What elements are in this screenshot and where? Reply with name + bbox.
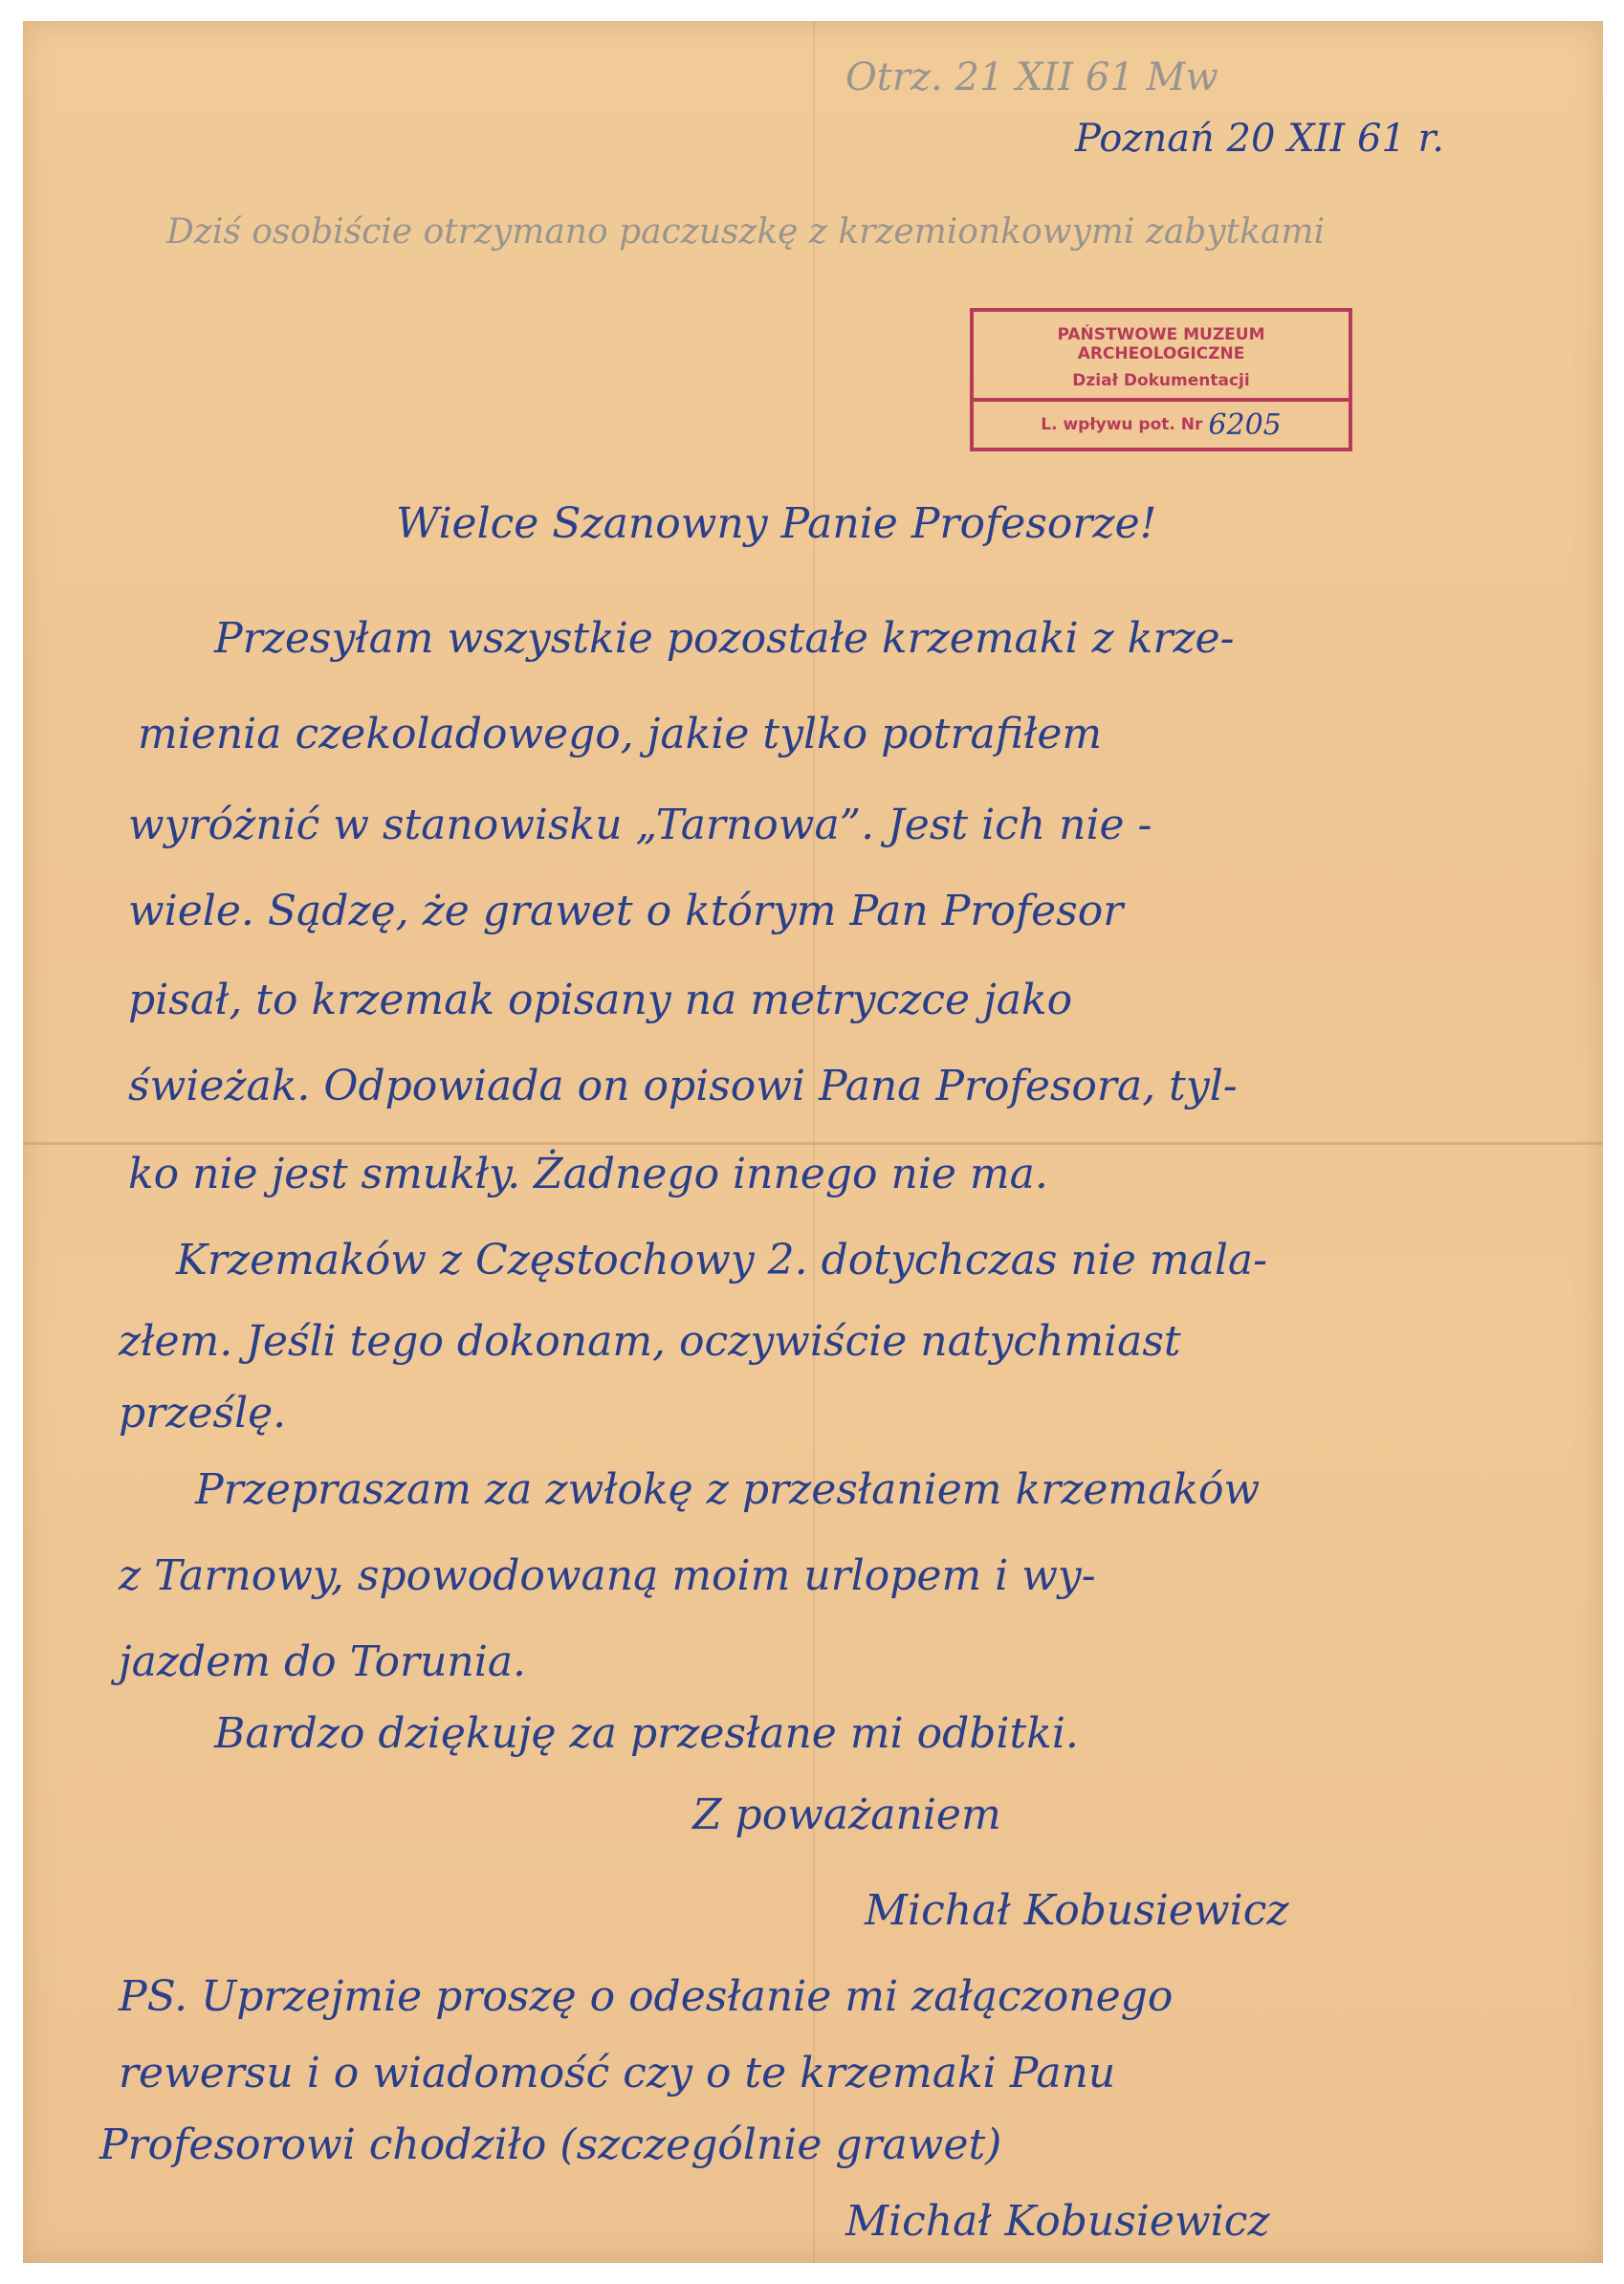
body-line: Krzemaków z Częstochowy 2. dotychczas nie mala- [176, 1236, 1267, 1285]
received-note: Otrz. 21 XII 61 Mw [845, 55, 1218, 99]
body-line: z Tarnowy, spowodowaną moim urlopem i wy- [119, 1551, 1096, 1600]
greeting: Wielce Szanowny Panie Profesorze! [396, 499, 1157, 548]
body-line: świeżak. Odpowiada on opisowi Pana Profesora, tyl- [128, 1062, 1238, 1110]
body-line: Przepraszam za zwłokę z przesłaniem krzemaków [195, 1465, 1261, 1514]
body-line: Bardzo dziękuję za przesłane mi odbitki. [214, 1709, 1079, 1758]
body-line: Przesyłam wszystkie pozostałe krzemaki z krze- [214, 614, 1235, 663]
body-line: ko nie jest smukły. Żadnego innego nie ma. [128, 1150, 1048, 1198]
vertical-fold [813, 21, 815, 2263]
pencil-note: Dziś osobiście otrzymano paczuszkę z krzemionkowymi zabytkami [166, 212, 1326, 252]
body-line: wiele. Sądzę, że grawet o którym Pan Profesor [128, 887, 1124, 935]
body-line: złem. Jeśli tego dokonam, oczywiście natychmiast [119, 1317, 1181, 1366]
letter-date: Poznań 20 XII 61 r. [1075, 117, 1444, 161]
body-line: prześlę. [119, 1389, 287, 1438]
stamp-row-label: L. wpływu pot. Nr [1041, 415, 1203, 434]
museum-stamp [970, 308, 1352, 451]
stamp-number-row [974, 398, 1349, 448]
stamp-number: 6205 [1208, 407, 1282, 442]
body-line: mienia czekoladowego, jakie tylko potrafiłem [138, 710, 1103, 758]
body-line: jazdem do Torunia. [119, 1637, 527, 1686]
signature: Michał Kobusiewicz [865, 1886, 1289, 1935]
signature-2: Michał Kobusiewicz [845, 2197, 1270, 2246]
ps-line: PS. Uprzejmie proszę o odesłanie mi załączonego [119, 1972, 1174, 2021]
ps-line: rewersu i o wiadomość czy o te krzemaki Panu [119, 2049, 1116, 2097]
closing: Z poważaniem [692, 1790, 1001, 1839]
body-line: pisał, to krzemak opisany na metryczce jako [128, 976, 1073, 1024]
body-line: wyróżnić w stanowisku „Tarnowa”. Jest ich nie - [128, 801, 1152, 849]
stamp-line-1: PAŃSTWOWE MUZEUM ARCHEOLOGICZNE [1057, 325, 1265, 363]
letter-sheet [23, 21, 1603, 2263]
ps-line: Profesorowi chodziło (szczególnie grawet) [99, 2120, 1002, 2169]
stamp-line-2: Dział Dokumentacji [1072, 371, 1250, 390]
